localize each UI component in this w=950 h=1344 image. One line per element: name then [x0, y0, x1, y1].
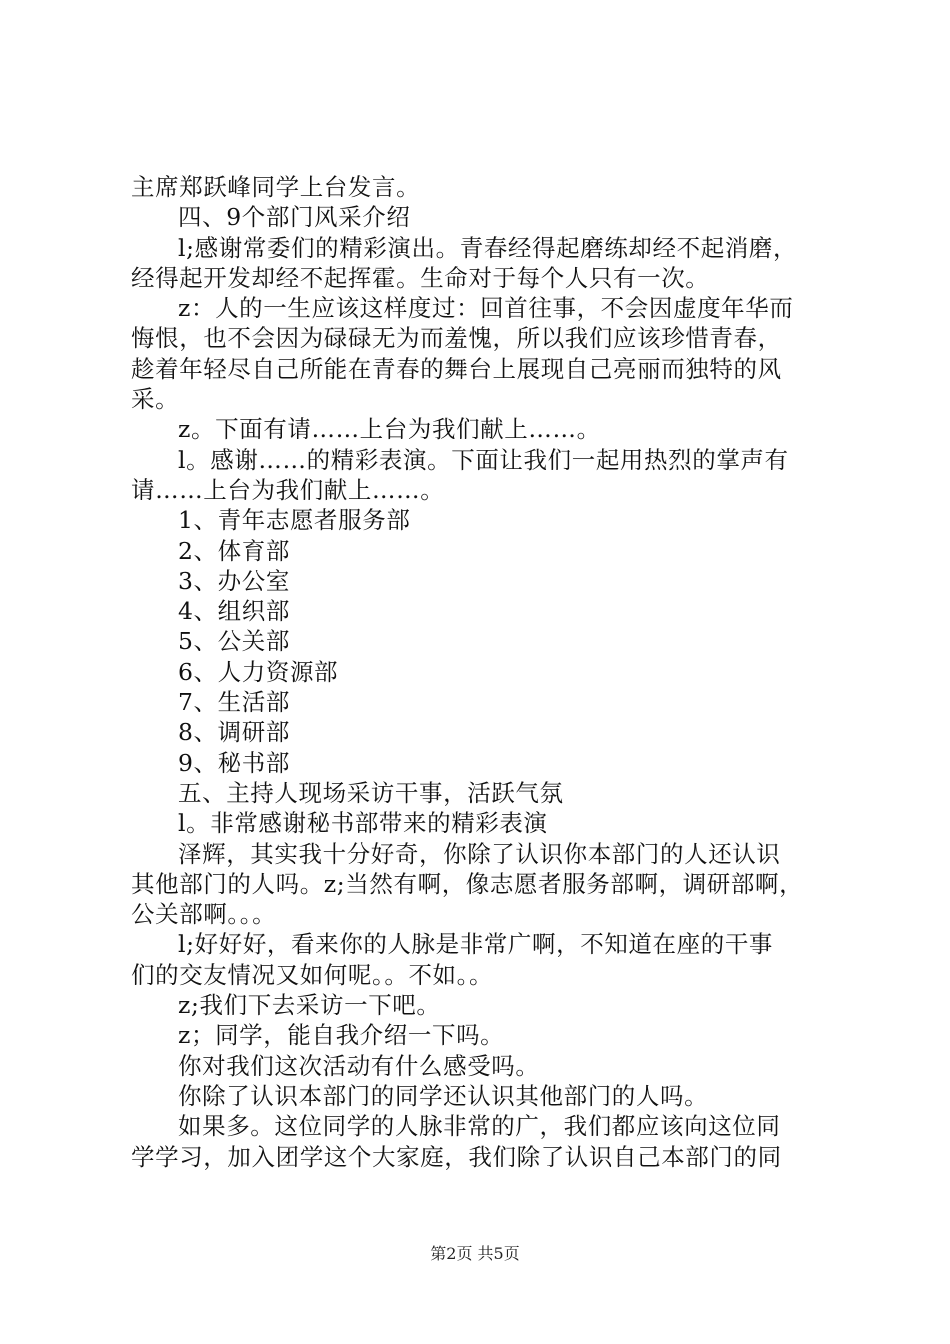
text-line: 8、调研部	[178, 718, 290, 747]
text-line: 2、体育部	[178, 536, 290, 565]
text-line: 采。	[131, 385, 180, 414]
text-line: 泽辉，其实我十分好奇，你除了认识你本部门的人还认识	[178, 839, 781, 868]
text-line: 公关部啊。。。	[131, 900, 277, 929]
text-line: 四、9个部门风采介绍	[178, 203, 411, 232]
text-line: 5、公关部	[178, 627, 290, 656]
text-line: z：人的一生应该这样度过：回首往事，不会因虚度年华而	[178, 294, 794, 323]
text-line: 1、青年志愿者服务部	[178, 506, 411, 535]
text-line: 请……上台为我们献上……。	[131, 475, 445, 504]
text-line: z。下面有请……上台为我们献上……。	[178, 415, 601, 444]
text-line: l。感谢……的精彩表演。下面让我们一起用热烈的掌声有	[178, 445, 789, 474]
text-line: z;我们下去采访一下吧。	[178, 991, 441, 1020]
text-line: 9、秘书部	[178, 748, 290, 777]
text-line: 五、主持人现场采访干事，活跃气氛	[178, 778, 564, 807]
text-line: l;好好好，看来你的人脉是非常广啊，不知道在座的干事	[178, 930, 774, 959]
text-line: 如果多。这位同学的人脉非常的广，我们都应该向这位同	[178, 1112, 781, 1141]
text-line: 7、生活部	[178, 688, 290, 717]
text-line: z；同学，能自我介绍一下吗。	[178, 1021, 505, 1050]
text-line: 经得起开发却经不起挥霍。生命对于每个人只有一次。	[131, 263, 710, 292]
text-line: 其他部门的人吗。z;当然有啊，像志愿者服务部啊，调研部啊，	[131, 869, 804, 898]
text-line: 6、人力资源部	[178, 657, 339, 686]
text-line: 悔恨，也不会因为碌碌无为而羞愧，所以我们应该珍惜青春，	[131, 324, 782, 353]
text-line: 4、组织部	[178, 597, 290, 626]
text-line: 学学习，加入团学这个大家庭，我们除了认识自己本部门的同	[131, 1142, 782, 1171]
text-line: 3、办公室	[178, 566, 290, 595]
text-line: 你除了认识本部门的同学还认识其他部门的人吗。	[178, 1081, 709, 1110]
text-line: 你对我们这次活动有什么感受吗。	[178, 1051, 540, 1080]
text-line: l;感谢常委们的精彩演出。青春经得起磨练却经不起消磨，	[178, 233, 798, 262]
document-body	[131, 172, 831, 1172]
page-footer: 第2页 共5页	[430, 1244, 520, 1263]
text-line: 趁着年轻尽自己所能在青春的舞台上展现自己亮丽而独特的风	[131, 354, 782, 383]
text-line: l。非常感谢秘书部带来的精彩表演	[178, 809, 548, 838]
text-line: 主席郑跃峰同学上台发言。	[131, 173, 421, 201]
text-line: 们的交友情况又如何呢。。不如。。	[131, 960, 494, 989]
